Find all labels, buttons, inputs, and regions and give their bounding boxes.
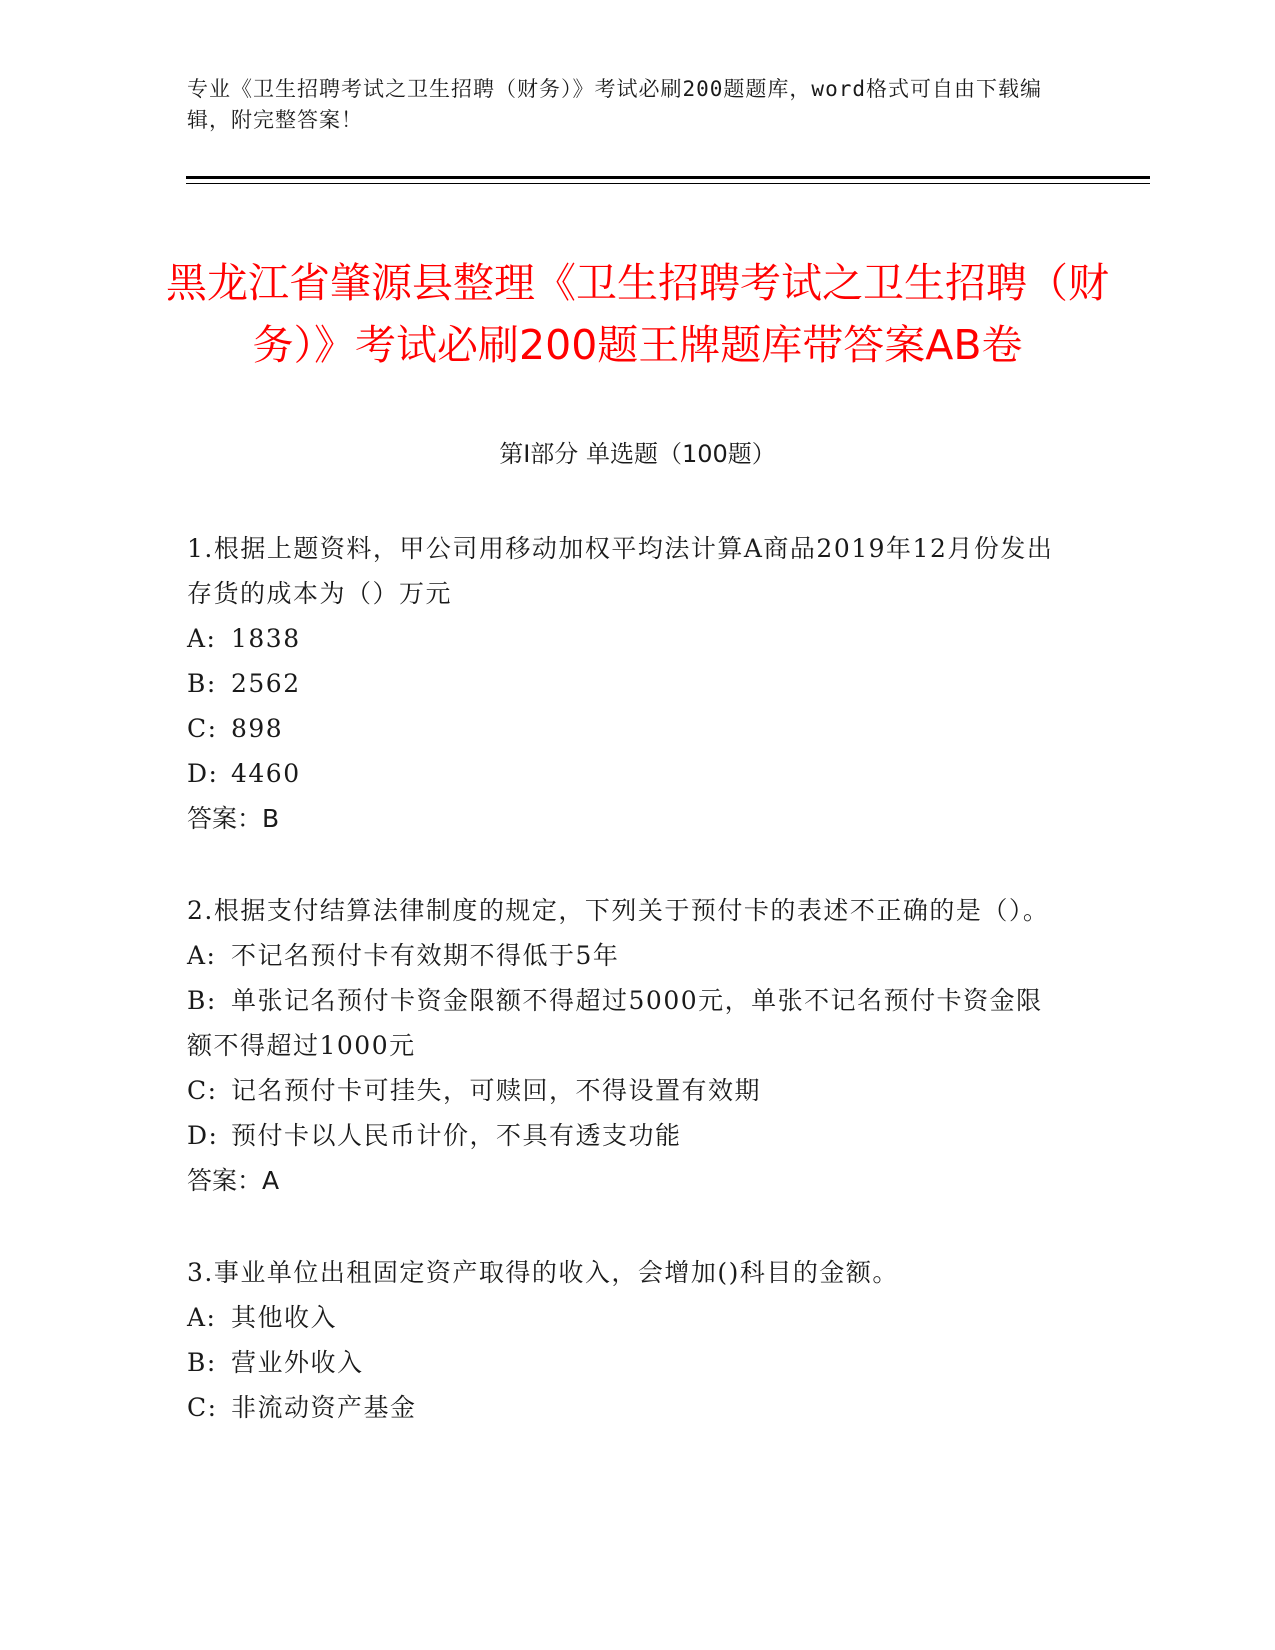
option-text: 单张记名预付卡资金限额不得超过5000元，单张不记名预付卡资金限额不得超过1000元 bbox=[187, 986, 1043, 1060]
option-key: C: bbox=[187, 1393, 218, 1422]
option-key: D: bbox=[187, 759, 219, 788]
question-stem: 3.事业单位出租固定资产取得的收入，会增加()科目的金额。 bbox=[187, 1258, 899, 1287]
option-b bbox=[187, 978, 1067, 1068]
header-rule-thick bbox=[186, 176, 1150, 179]
option-b bbox=[187, 1340, 1067, 1385]
option-key: D: bbox=[187, 1121, 219, 1150]
question-list bbox=[187, 526, 1067, 1477]
option-key: A: bbox=[187, 624, 217, 653]
question-1 bbox=[187, 526, 1067, 841]
question-2 bbox=[187, 888, 1067, 1203]
option-text: 1838 bbox=[231, 624, 301, 653]
option-d bbox=[187, 751, 1067, 796]
option-a bbox=[187, 933, 1067, 978]
section-title: 第I部分 单选题（100题） bbox=[499, 440, 776, 468]
question-3 bbox=[187, 1250, 1067, 1430]
option-text: 其他收入 bbox=[231, 1303, 338, 1332]
option-key: B: bbox=[187, 1348, 217, 1377]
option-text: 预付卡以人民币计价，不具有透支功能 bbox=[231, 1121, 682, 1150]
answer-line: 答案：A bbox=[187, 1166, 280, 1195]
question-stem: 2.根据支付结算法律制度的规定，下列关于预付卡的表述不正确的是（）。 bbox=[187, 896, 1050, 925]
answer-line: 答案：B bbox=[187, 804, 280, 833]
option-a bbox=[187, 616, 1067, 661]
option-key: C: bbox=[187, 714, 218, 743]
option-key: A: bbox=[187, 941, 217, 970]
option-text: 不记名预付卡有效期不得低于5年 bbox=[231, 941, 620, 970]
option-a bbox=[187, 1295, 1067, 1340]
option-c bbox=[187, 1385, 1067, 1430]
option-key: B: bbox=[187, 669, 217, 698]
document-title: 黑龙江省肇源县整理《卫生招聘考试之卫生招聘（财务）》考试必刷200题王牌题库带答案AB卷 bbox=[166, 259, 1109, 370]
header-rule-thin bbox=[186, 183, 1150, 184]
option-c bbox=[187, 1068, 1067, 1113]
option-d bbox=[187, 1113, 1067, 1158]
header-note: 专业《卫生招聘考试之卫生招聘（财务）》考试必刷200题题库，word格式可自由下载编辑，附完整答案！ bbox=[187, 77, 1042, 132]
option-text: 4460 bbox=[231, 759, 301, 788]
option-text: 非流动资产基金 bbox=[231, 1393, 417, 1422]
question-stem: 1.根据上题资料，甲公司用移动加权平均法计算A商品2019年12月份发出存货的成本为（）万元 bbox=[187, 534, 1054, 608]
option-key: C: bbox=[187, 1076, 218, 1105]
option-text: 营业外收入 bbox=[231, 1348, 364, 1377]
option-text: 898 bbox=[231, 714, 284, 743]
option-key: B: bbox=[187, 986, 217, 1015]
option-c bbox=[187, 706, 1067, 751]
option-text: 记名预付卡可挂失，可赎回，不得设置有效期 bbox=[231, 1076, 762, 1105]
option-key: A: bbox=[187, 1303, 217, 1332]
option-b bbox=[187, 661, 1067, 706]
option-text: 2562 bbox=[231, 669, 301, 698]
